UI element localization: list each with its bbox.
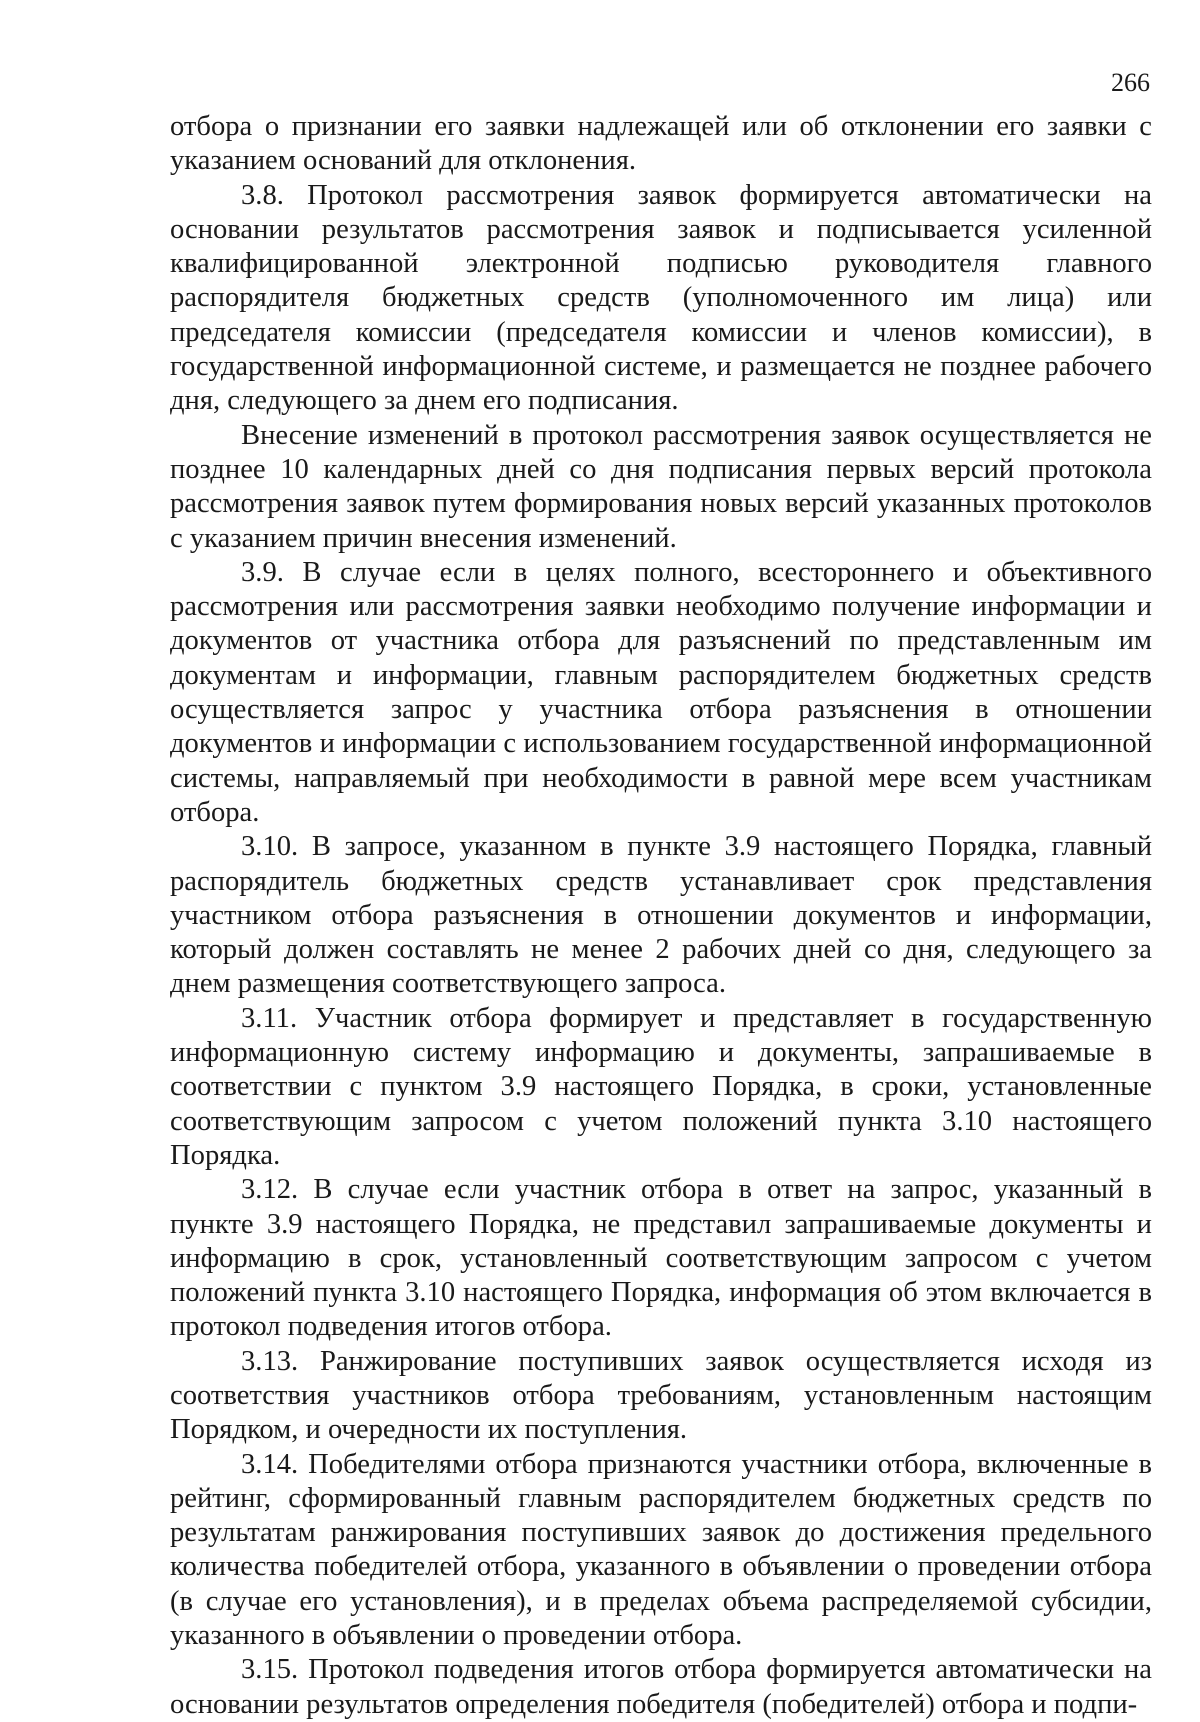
paragraph-3-13: 3.13. Ранжирование поступивших заявок осуществляется исходя из соответствия участников отбора требованиям, установленным настоящим Порядком, и очередности их поступления.: [170, 1345, 1152, 1446]
paragraph-3-15: 3.15. Протокол подведения итогов отбора формируется автоматически на основании результатов определения победителя (победителей) отбора и подпи-: [170, 1654, 1152, 1720]
paragraph-3-11: 3.11. Участник отбора формирует и представляет в государственную информационную систему информацию и документы, запрашиваемые в соответствии с пунктом 3.9 настоящего Порядка, в сроки, установленные соответствующим запросом с учетом положений пункта 3.10 настоящего Порядка.: [170, 1002, 1152, 1171]
paragraph-3-9: 3.9. В случае если в целях полного, всестороннего и объективного рассмотрения или рассмотрения заявки необходимо получение информации и документов от участника отбора для разъяснений по представленным им документам и информации, главным распорядителем бюджетных средств осуществляется запрос у участника отбора разъяснения в отношении документов и информации с использованием государственной информационной системы, направляемый при необходимости в равной мере всем участникам отбора.: [170, 556, 1152, 828]
paragraph-3-8: 3.8. Протокол рассмотрения заявок формируется автоматически на основании результатов рассмотрения заявок и подписывается усиленной квалифицированной электронной подписью руководителя главного распорядителя бюджетных средств (уполномоченного им лица) или председателя комиссии (председателя комиссии и членов комиссии), в государственной информационной системе, и размещается не позднее рабочего дня, следующего за днем его подписания.: [170, 179, 1152, 417]
paragraph-continuation: отбора о признании его заявки надлежащей или об отклонении его заявки с указанием оснований для отклонения.: [170, 111, 1152, 177]
paragraph-3-14: 3.14. Победителями отбора признаются участники отбора, включенные в рейтинг, сформированный главным распорядителем бюджетных средств по результатам ранжирования поступивших заявок до достижения предельного количества победителей отбора, указанного в объявлении о проведении отбора (в случае его установления), и в пределах объема распределяемой субсидии, указанного в объявлении о проведении отбора.: [170, 1448, 1152, 1652]
paragraph-3-10: 3.10. В запросе, указанном в пункте 3.9 настоящего Порядка, главный распорядитель бюджетных средств устанавливает срок представления участником отбора разъяснения в отношении документов и информации, который должен составлять не менее 2 рабочих дней со дня, следующего за днем размещения соответствующего запроса.: [170, 831, 1152, 1000]
document-body: [170, 110, 1152, 1722]
paragraph-3-12: 3.12. В случае если участник отбора в ответ на запрос, указанный в пункте 3.9 настоящего Порядка, не представил запрашиваемые документы и информацию в срок, установленный соответствующим запросом с учетом положений пункта 3.10 настоящего Порядка, информация об этом включается в протокол подведения итогов отбора.: [170, 1174, 1152, 1343]
page-number: 266: [1111, 68, 1150, 97]
paragraph-protocol-changes: Внесение изменений в протокол рассмотрения заявок осуществляется не позднее 10 календарных дней со дня подписания первых версий протокола рассмотрения заявок путем формирования новых версий указанных протоколов с указанием причин внесения изменений.: [170, 419, 1152, 554]
